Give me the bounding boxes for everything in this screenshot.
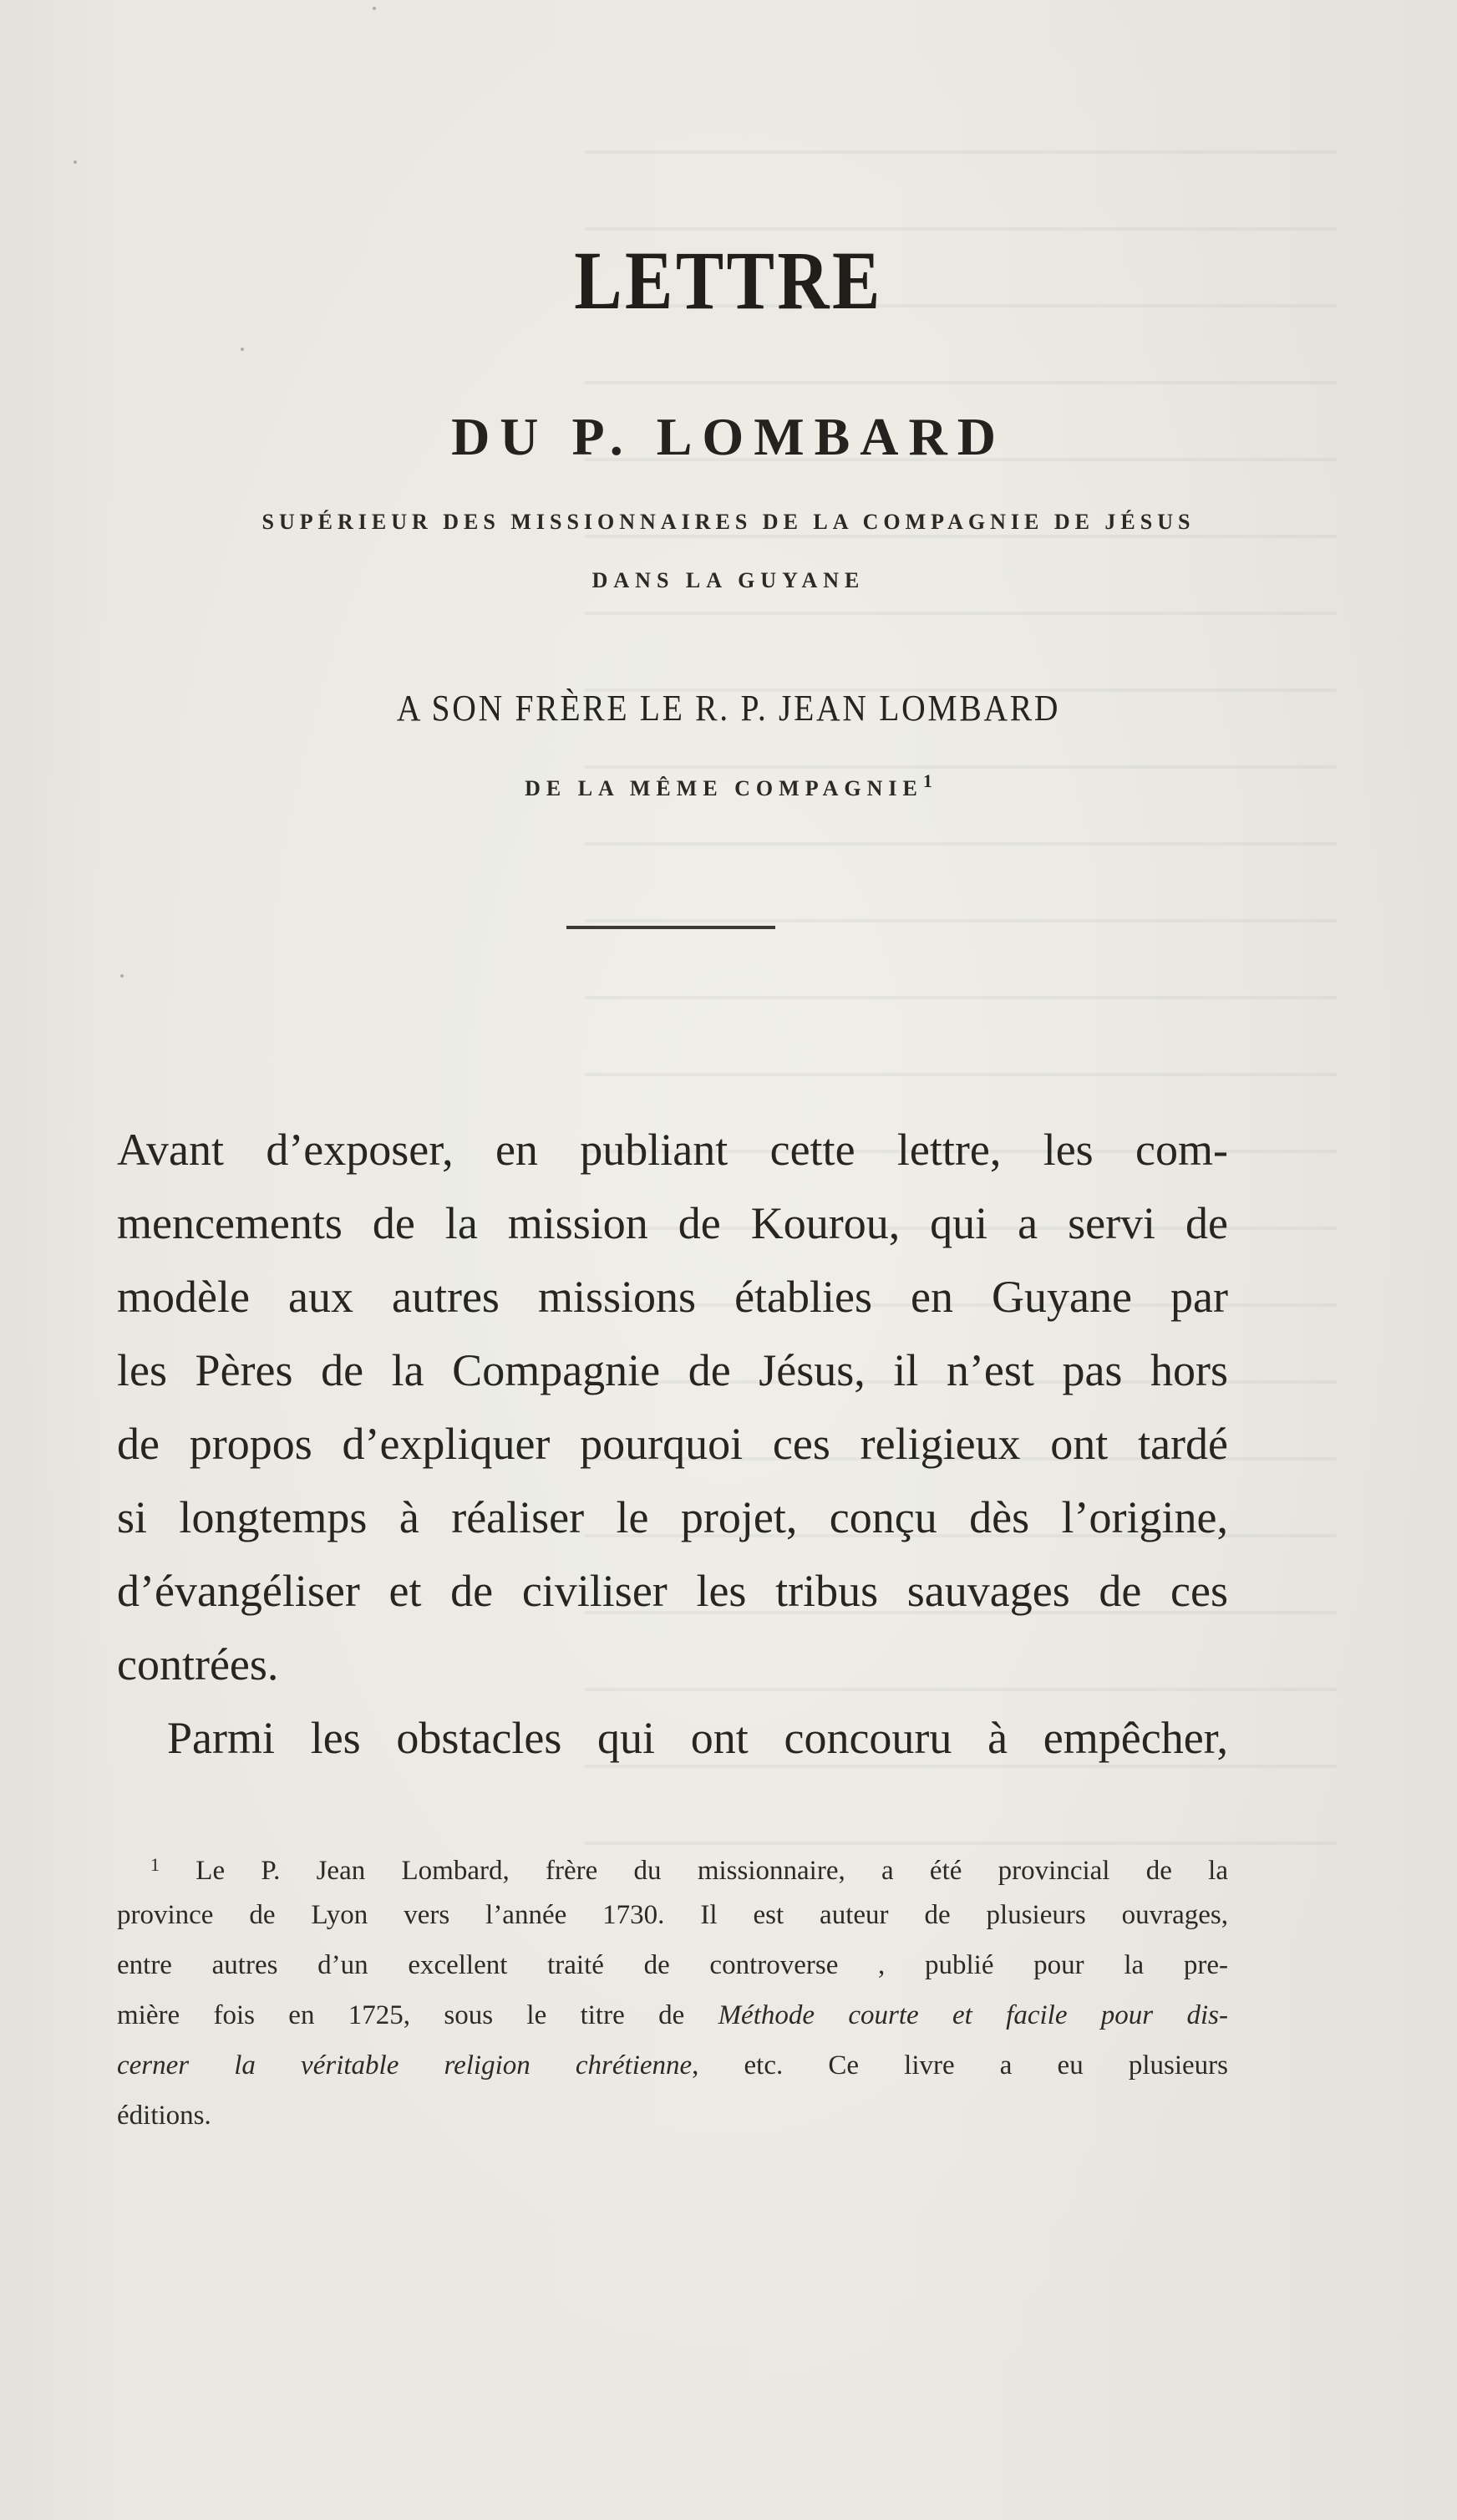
- paper-speck: [120, 974, 124, 978]
- body-line-6: si longtemps à réaliser le projet, conçu dès l’origine,: [117, 1492, 1228, 1542]
- body-line-1: Avant d’exposer, en publiant cette lettre, les com-: [117, 1125, 1228, 1175]
- paper-speck: [241, 348, 244, 351]
- addressee-company-line: [0, 770, 1457, 801]
- footnote-line-1: [150, 1848, 1228, 1886]
- body-line-8: contrées.: [117, 1639, 279, 1689]
- addressee-line: A SON FRÈRE LE R. P. JEAN LOMBARD: [396, 688, 1061, 729]
- footnote-text-4: mière fois en 1725, sous le titre de: [117, 2000, 718, 2030]
- author-role-line-2: DANS LA GUYANE: [591, 568, 866, 592]
- author-role-line-1: SUPÉRIEUR DES MISSIONNAIRES DE LA COMPAGNIE DE JÉSUS: [261, 510, 1196, 534]
- book-title-part-2: cerner la véritable religion chrétienne: [117, 2050, 693, 2081]
- footnote-line-2: province de Lyon vers l’année 1730. Il est auteur de plusieurs ouvrages,: [117, 1900, 1228, 1930]
- footnote-line-6: éditions.: [117, 2101, 211, 2131]
- letter-subtitle: DU P. LOMBARD: [451, 407, 1006, 466]
- footnote-text-1: Le P. Jean Lombard, frère du missionnaire, a été provincial de la: [195, 1856, 1228, 1886]
- footnote-line-5: [117, 2049, 1228, 2082]
- footnote-text-5: , etc. Ce livre a eu plusieurs: [692, 2050, 1228, 2081]
- book-title-part-1: Méthode courte et facile pour dis-: [718, 2000, 1228, 2030]
- paper-speck: [373, 7, 376, 10]
- section-divider: [566, 926, 775, 929]
- body-line-7: d’évangéliser et de civiliser les tribus sauvages de ces: [117, 1566, 1228, 1616]
- body-line-5: de propos d’expliquer pourquoi ces religieux ont tardé: [117, 1419, 1228, 1469]
- body-line-9: Parmi les obstacles qui ont concouru à empêcher,: [167, 1713, 1228, 1763]
- company-text: DE LA MÊME COMPAGNIE: [525, 776, 923, 800]
- footnote-line-4: [117, 1999, 1228, 2032]
- letter-title: LETTRE: [574, 234, 883, 327]
- paper-speck: [74, 160, 77, 164]
- footnote-marker: 1: [150, 1854, 160, 1875]
- body-line-2: mencements de la mission de Kourou, qui a servi de: [117, 1198, 1228, 1248]
- footnote-reference: 1: [922, 770, 932, 791]
- footnote-line-3: entre autres d’un excellent traité de controverse , publié pour la pre-: [117, 1950, 1228, 1980]
- body-line-4: les Pères de la Compagnie de Jésus, il n’est pas hors: [117, 1345, 1228, 1395]
- body-line-3: modèle aux autres missions établies en Guyane par: [117, 1272, 1228, 1322]
